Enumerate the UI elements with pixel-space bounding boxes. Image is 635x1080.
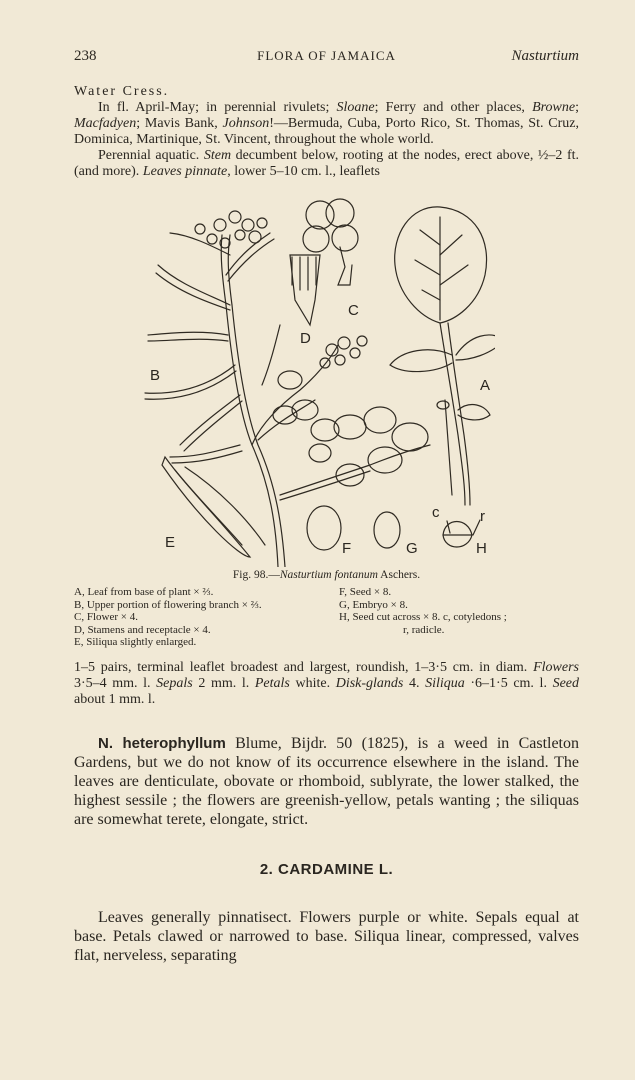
section-title: Nasturtium <box>511 48 579 64</box>
heterophyllum-paragraph: N. heterophyllum Blume, Bijdr. 50 (1825), is a weed in Castleton Gardens, but we do not know of its occurrence elsewhere in the island. The leaves are denticulate, obovate or rhomboid, sublyrate, the lower stalked, the highest sessile ; the flowers are greenish-yellow, petals wanting ; the siliquas are somewhat terete, elongate, strict. <box>74 735 579 828</box>
species-name: N. heterophyllum <box>98 735 226 752</box>
label-a: A <box>480 377 491 394</box>
label-d: D <box>300 330 311 347</box>
legend-item: A, Leaf from base of plant × ⅔. <box>74 586 214 598</box>
cardamine-paragraph: Leaves generally pinnatisect. Flowers purple or white. Sepals equal at base. Petals clawed or narrowed to base. Siliqua linear, compressed, valves flat, nerveless, separating <box>74 909 579 964</box>
label-c-cotyledons: c <box>432 504 440 521</box>
legend-item: C, Flower × 4. <box>74 611 138 624</box>
label-g: G <box>406 540 418 557</box>
legend-item: G, Embryo × 8. <box>339 598 408 611</box>
legend-right-column <box>339 586 579 636</box>
description-paragraph: Perennial aquatic. Stem decumbent below, rooting at the nodes, erect above, ½–2 ft. (and more). Leaves pinnate, lower 5–10 cm. l., leaflets <box>74 148 579 179</box>
legend-item: r, radicle. <box>403 623 445 636</box>
siliqua-e <box>162 457 250 557</box>
running-header <box>74 48 579 68</box>
legend-item: F, Seed × 8. <box>339 586 392 598</box>
label-c: C <box>348 302 359 319</box>
leaf-a-terminal <box>395 207 487 323</box>
common-name: Water Cress. <box>74 84 170 99</box>
plant-illustration <box>140 195 495 567</box>
label-e: E <box>165 534 176 551</box>
legend-item: D, Stamens and receptacle × 4. <box>74 623 211 636</box>
legend-left-column <box>74 586 336 649</box>
legend-item: H, Seed cut across × 8. c, cotyledons ; <box>339 611 507 624</box>
legend-item: B, Upper portion of flowering branch × ⅔. <box>74 598 262 611</box>
label-r-radicle: r <box>480 508 485 525</box>
figure-caption: Fig. 98.—Nasturtium fontanum Aschers. <box>232 569 421 581</box>
intro-block <box>74 84 579 180</box>
legend-item: E, Siliqua slightly enlarged. <box>74 636 197 649</box>
running-title: FLORA OF JAMAICA <box>257 48 396 63</box>
section-heading: 2. CARDAMINE L. <box>259 861 394 878</box>
page-number: 238 <box>74 48 97 64</box>
habitat-paragraph: In fl. April-May; in perennial rivulets; Sloane; Ferry and other places, Browne; Macfadyen; Mavis Bank, Johnson!—Bermuda, Cuba, Porto Rico, St. Thomas, St. Cruz, Dominica, Martinique, St. Vincent, throughout the whole world. <box>74 100 579 147</box>
leaflet-description: 1–5 pairs, terminal leaflet broadest and largest, roundish, 1–3·5 cm. in diam. Flowers 3·5–4 mm. l. Sepals 2 mm. l. Petals white. Disk-glands 4. Siliqua ·6–1·5 cm. l. Seed about 1 mm. l. <box>74 660 579 707</box>
label-h: H <box>476 540 487 557</box>
label-f: F <box>342 540 352 557</box>
label-b: B <box>150 367 161 384</box>
